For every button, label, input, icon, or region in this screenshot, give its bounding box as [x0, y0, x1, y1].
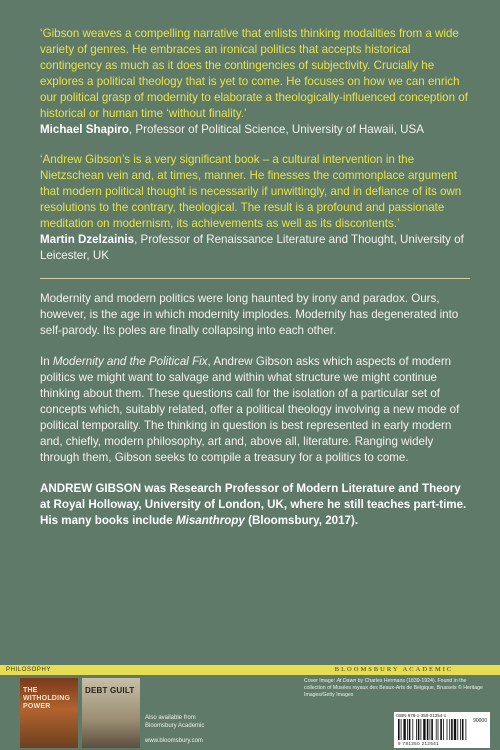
price-code: 90000: [473, 718, 487, 724]
credit-label: Cover Image:: [304, 678, 337, 684]
author-bio: [40, 481, 470, 529]
review-attribution-2: [40, 232, 470, 264]
isbn-text: ISBN 978-1-350-21254-1: [396, 713, 447, 718]
blurb-paragraph-2-text: , Andrew Gibson asks which aspects of modern politics we might want to salvage and within what structure we might continue thinking about them. These questions call for the isolation of a particular set of concepts which, suitably related, offer a political theology involving a new mode of political temporality. The thinking in question is best represented in early modern and, chiefly, modern philosophy, art and, above all, literature. Ranging widely through them, Gibson seeks to compile a treasury for a politics to come.: [40, 355, 460, 464]
author-book-title: Misanthropy: [175, 514, 245, 527]
publisher-website: www.bloomsbury.com: [145, 738, 203, 744]
barcode-number: 9 781350 212541: [398, 741, 440, 746]
blurb-prefix: In: [40, 355, 53, 368]
author-bio-suffix: (Bloomsbury, 2017).: [244, 514, 359, 527]
reviewer-name-1: Michael Shapiro: [40, 123, 129, 136]
barcode-box: [394, 712, 490, 748]
credit-title: At Dawn: [336, 678, 357, 684]
divider: [40, 278, 470, 279]
book-cover-title-2: DEBT GUILT: [85, 686, 135, 695]
review-quote-1: ‘Gibson weaves a compelling narrative that enlists thinking modalities from a wide variety of genres. He embraces an ironical politics that accepts historical contingency as much as it does the contingencies of subjectivity. Crucially he explores a political theology that is yet to come. He focuses on how we can enrich our political grasp of modernity to elaborate a theologically-influenced conception of historical or human time ‘without finality.’: [40, 27, 468, 120]
credit-details: by Charles Hermans (1839-1924). Found in the collection of Musées royaux des Beaux-Arts de Belgique, Brussels © Heritage Images/Getty Images: [304, 678, 483, 698]
reviewer-affiliation-2: , Professor of Renaissance Literature and Thought, University of Leicester, UK: [40, 233, 464, 262]
book-cover-debt-guilt: [82, 678, 140, 748]
blurb-paragraph-1: Modernity and modern politics were long haunted by irony and paradox. Ours, however, is the age in which modernity implodes. Modernity has degenerated into self-parody. Its poles are finally collapsing into each other.: [40, 292, 459, 337]
book-cover-title-1: THE WITHOLDING POWER: [23, 687, 71, 710]
also-available-text: Also available from Bloomsbury Academic: [145, 715, 205, 729]
author-bio-text: ANDREW GIBSON was Research Professor of Modern Literature and Theory at Royal Holloway, University of London, UK, where he still teaches part-time. His many books include: [40, 482, 467, 527]
reviewer-affiliation-1: , Professor of Political Science, University of Hawaii, USA: [128, 123, 425, 136]
review-attribution-1: [40, 122, 470, 138]
publisher-name: BLOOMSBURY ACADEMIC: [334, 666, 454, 673]
book-cover-witholding-power: [20, 678, 78, 748]
book-title-italic: Modernity and the Political Fix: [52, 355, 208, 368]
subject-label: PHILOSOPHY: [6, 667, 52, 673]
barcode-icon: [397, 719, 487, 741]
back-cover-content: [40, 26, 470, 529]
cover-image-credit: [304, 678, 489, 699]
blurb-paragraph-2: [40, 354, 470, 466]
review-quote-2: ‘Andrew Gibson’s is a very significant book – a cultural intervention in the Nietzschean vein and, at times, manner. He finesses the commonplace argument that modern political thought is necessarily if unwittingly, and in defiance of its own resolutions to the contrary, theological. The result is a profound and passionate meditation on modernism, its achievements as well as its discontents.’: [40, 153, 462, 230]
reviewer-name-2: Martin Dzelzainis: [40, 233, 135, 246]
